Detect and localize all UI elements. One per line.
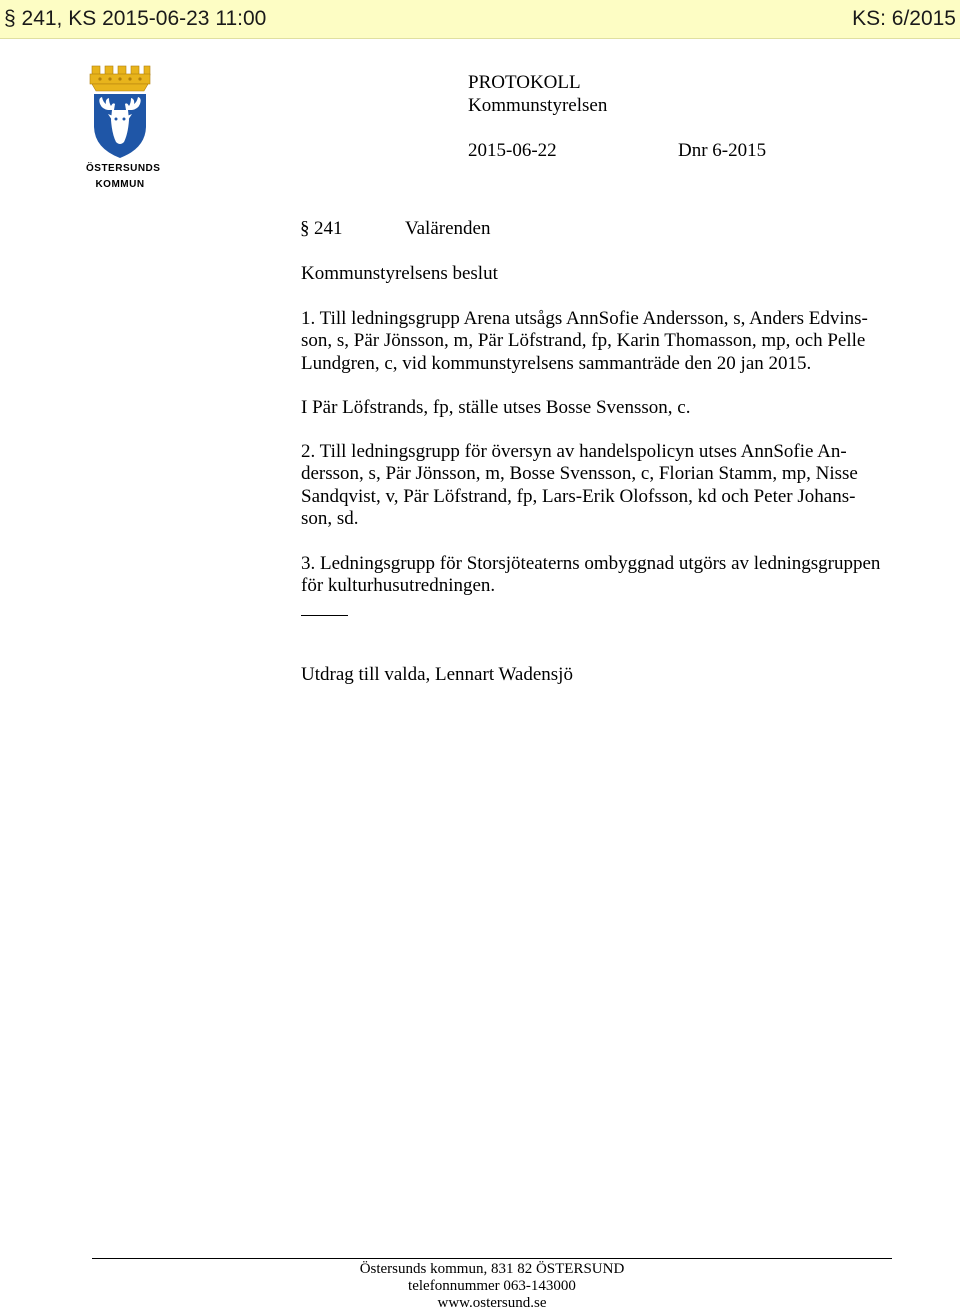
footer-website: www.ostersund.se: [437, 1295, 547, 1311]
footer-divider: [92, 1258, 892, 1259]
item-2-line-2: dersson, s, Pär Jönsson, m, Bosse Svensson, c, Florian Stamm, mp, Nisse: [301, 463, 858, 485]
item-1-line-1: 1. Till ledningsgrupp Arena utsågs AnnSofie Andersson, s, Anders Edvins-: [301, 308, 868, 329]
diary-number: Dnr 6-2015: [678, 140, 767, 161]
section-divider: [301, 615, 348, 616]
item-3-line-1: 3. Ledningsgrupp för Storsjöteaterns ombyggnad utgörs av ledningsgruppen: [301, 553, 881, 574]
committee-name: Kommunstyrelsen: [468, 95, 608, 116]
excerpt-recipients: Utdrag till valda, Lennart Wadensjö: [301, 664, 573, 685]
meeting-date: 2015-06-22: [468, 140, 557, 161]
logo-text-line1: ÖSTERSUNDS: [86, 163, 161, 174]
meeting-banner: [0, 0, 960, 39]
item-3-line-2: för kulturhusutredningen.: [301, 575, 496, 597]
item-2-line-1: 2. Till ledningsgrupp för översyn av handelspolicyn utses AnnSofie An-: [301, 441, 847, 462]
decision-item-1-note: [301, 397, 897, 419]
paragraph-title: Valärenden: [405, 218, 491, 239]
decision-item-2: [301, 441, 897, 530]
paragraph-sign: §: [300, 218, 310, 239]
coat-of-arms-icon: [86, 64, 154, 159]
logo-text-line2: KOMMUN: [95, 179, 145, 190]
footer-address: Östersunds kommun, 831 82 ÖSTERSUND: [359, 1261, 625, 1277]
banner-case-ref: KS: 6/2015: [852, 7, 956, 30]
document-type: PROTOKOLL: [468, 72, 581, 93]
page-footer: [92, 1261, 892, 1312]
item-1-line-3: Lundgren, c, vid kommunstyrelsens sammanträde den 20 jan 2015.: [301, 352, 812, 374]
decision-item-1: [301, 308, 897, 375]
item-2-line-3: Sandqvist, v, Pär Löfstrand, fp, Lars-Erik Olofsson, kd och Peter Johans-: [301, 485, 856, 507]
banner-meeting-ref: § 241, KS 2015-06-23 11:00: [4, 7, 267, 30]
municipality-logo: [86, 64, 161, 191]
decision-item-3: [301, 553, 897, 598]
item-1-line-2: son, s, Pär Jönsson, m, Pär Löfstrand, fp, Karin Thomasson, mp, och Pelle: [301, 330, 866, 352]
footer-phone: telefonnummer 063-143000: [408, 1278, 576, 1294]
item-2-line-4: son, sd.: [301, 507, 359, 529]
paragraph-number: 241: [314, 218, 343, 239]
decision-heading: Kommunstyrelsens beslut: [301, 263, 498, 284]
item-1-note-line: I Pär Löfstrands, fp, ställe utses Bosse Svensson, c.: [301, 397, 691, 418]
